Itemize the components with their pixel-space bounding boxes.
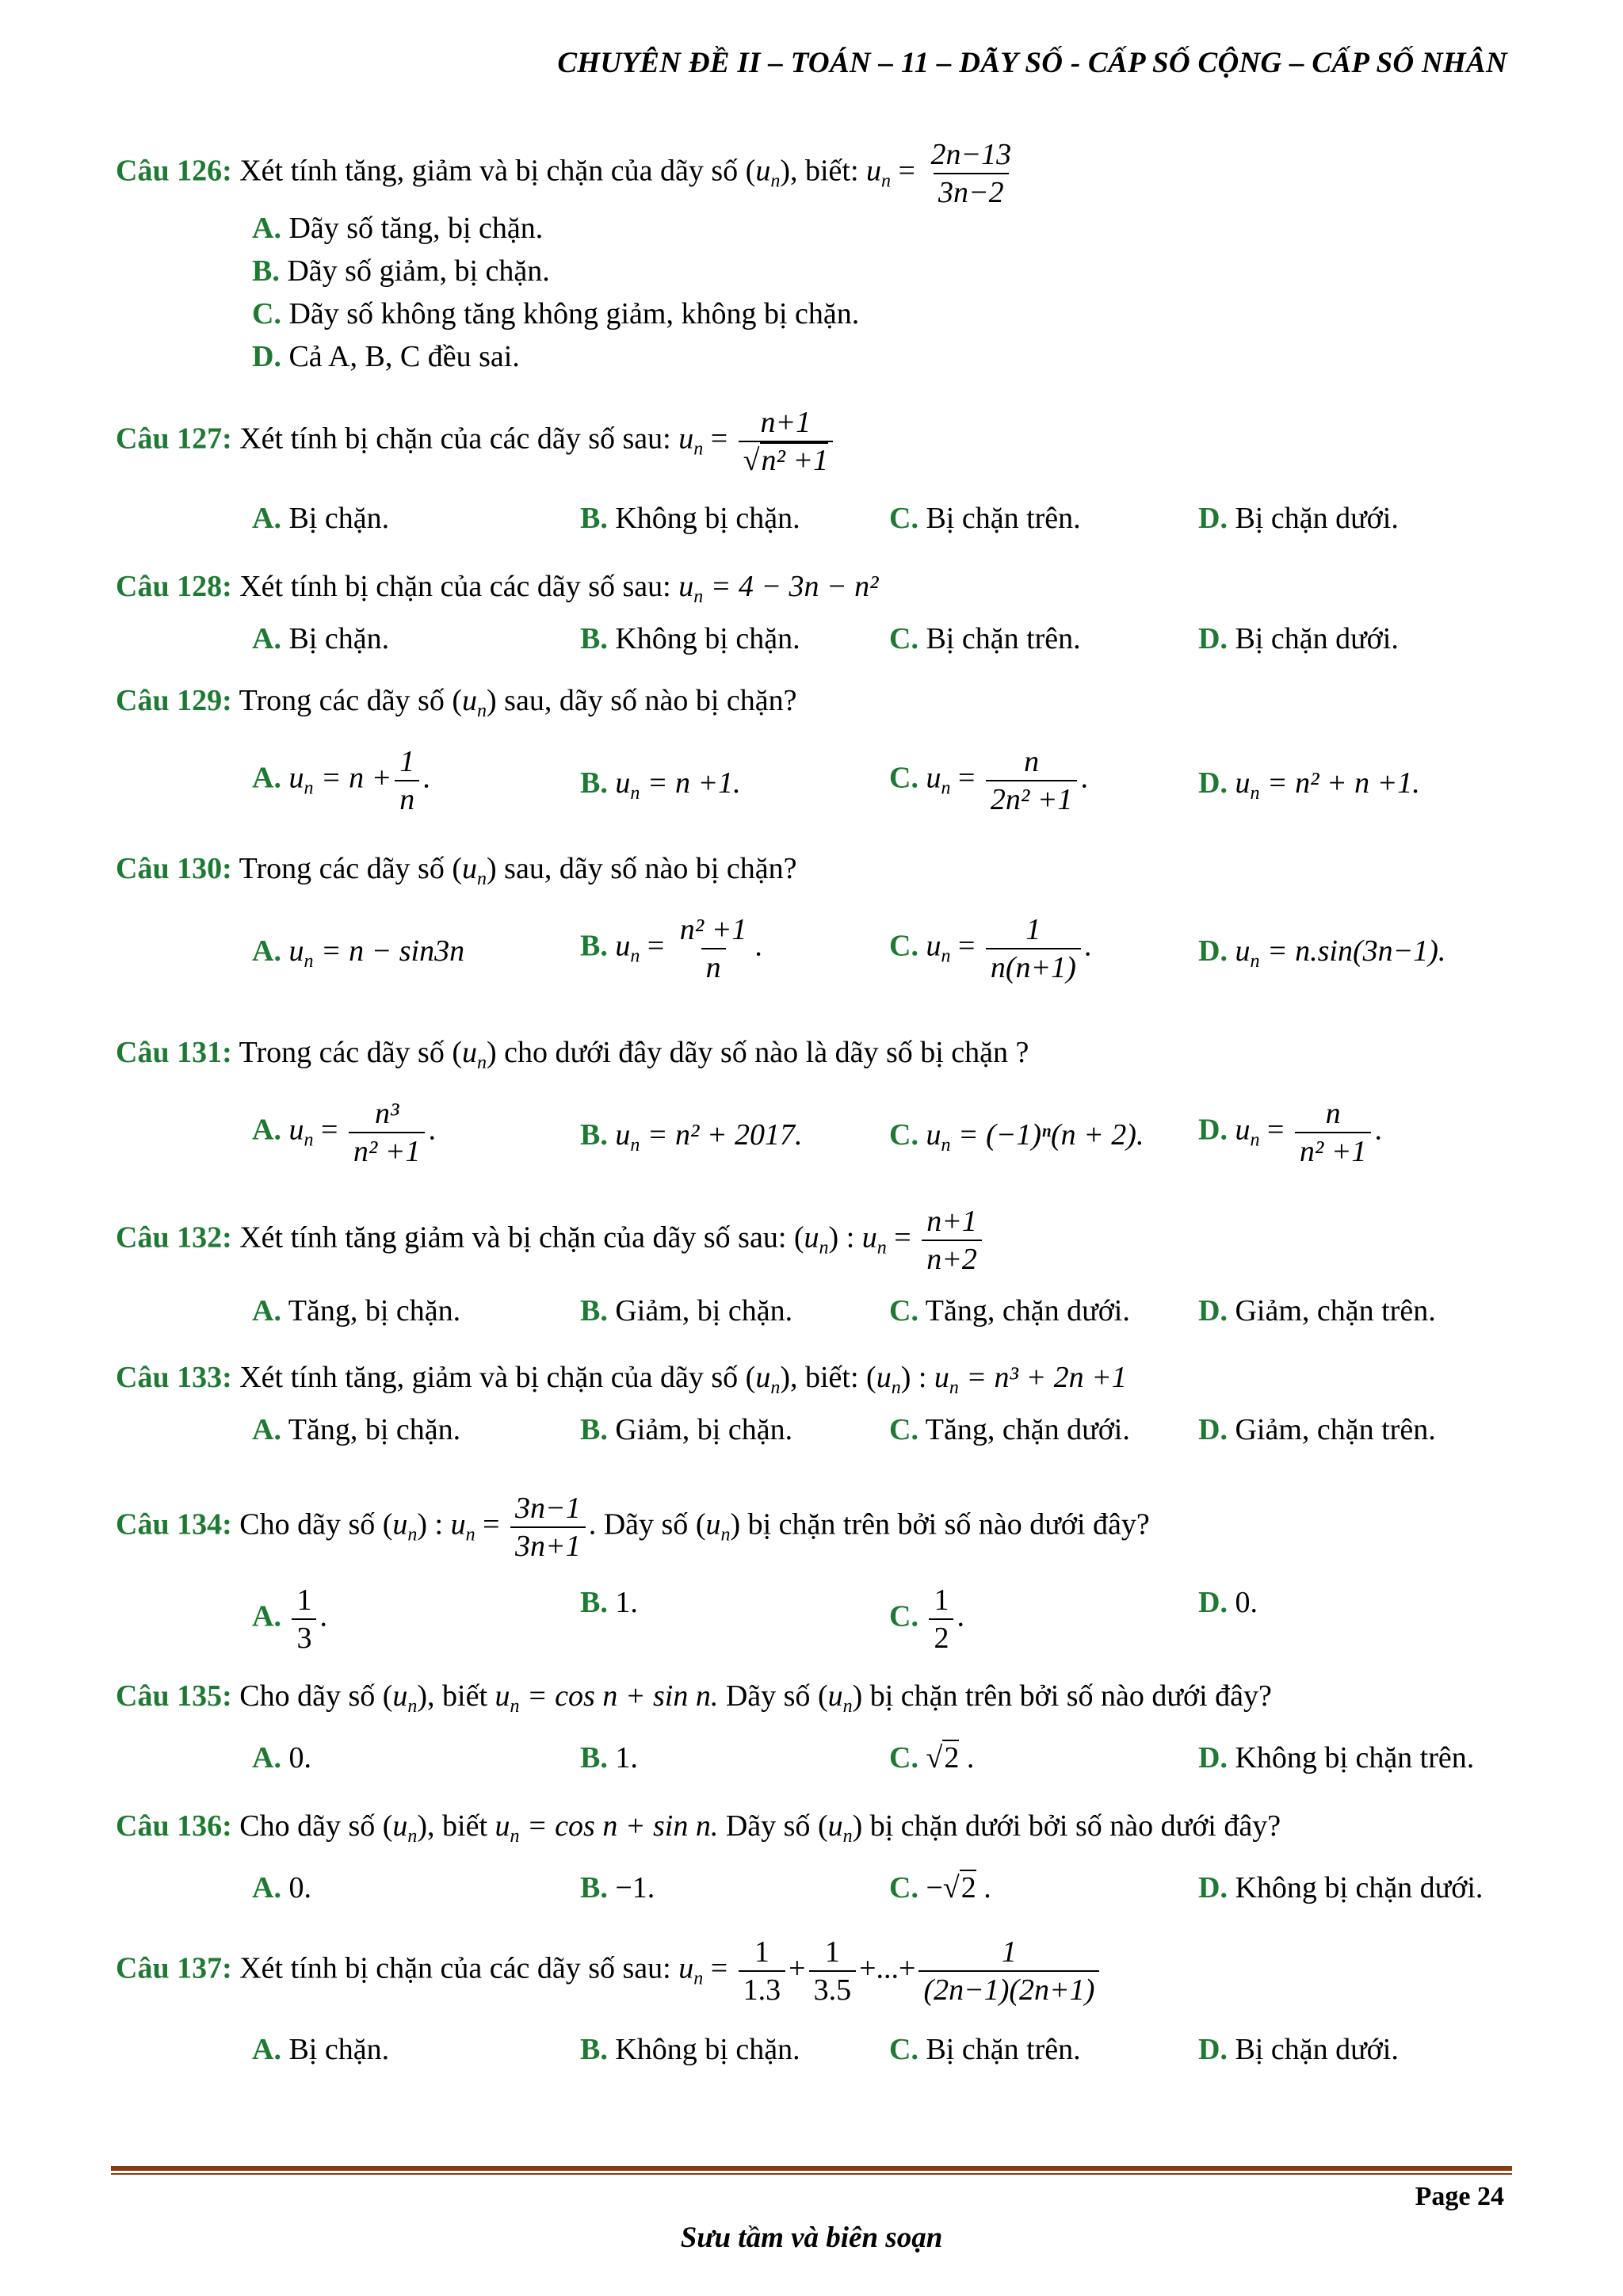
option-c: C. Bị chặn trên. — [889, 502, 1081, 535]
option-d: D. $u_n$ = $\frac{n}{\text{n² +1}}$ . — [1198, 1097, 1382, 1168]
option-a: A. 0. — [252, 1871, 311, 1904]
option-c: C. $u_n$ = $\frac{n}{\text{2n² +1}}$ . — [889, 745, 1088, 816]
footer-source: Sưu tầm và biên soạn — [680, 2222, 943, 2254]
question-130: Câu 130: Trong các dãy số $(u_n)$ sau, dãy số nào bị chặn? — [116, 852, 797, 889]
option-d: D. Bị chặn dưới. — [1198, 2033, 1399, 2066]
option-a: A. $u_n = n - \sin 3n$ — [252, 934, 465, 972]
option-b: B. $u_n$ = $\frac{\text{n² +1}}{n}$ . — [580, 913, 762, 984]
option-b: B. Giảm, bị chặn. — [580, 1413, 793, 1446]
option-c: C. Bị chặn trên. — [889, 2033, 1081, 2066]
question-text-mid: , biết: — [789, 154, 859, 188]
formula-fraction: $\frac{2n-13}{3n-2}$ — [930, 138, 1012, 209]
option-a: A. Bị chặn. — [252, 2033, 390, 2066]
question-126: Câu 126: Xét tính tăng, giảm và bị chặn của dãy số $(u_n)$, biết: $u_n$ = $\frac{2n-13}{3n-2}$ — [116, 136, 1019, 211]
option-b: B. Không bị chặn. — [580, 622, 800, 655]
option-b: B. $u_n = n +1$. — [580, 766, 741, 804]
option-a: A. $u_n$ = $\frac{\text{n³}}{\text{n² +1}}$ . — [252, 1097, 436, 1168]
question-132: Câu 132: Xét tính tăng giảm và bị chặn của dãy số sau: $(u_n)$ : $u_n$ = $\frac{n+1}{n+2}$ — [116, 1203, 985, 1278]
option-d: D. $u_n = n.\sin(3n-1)$. — [1198, 934, 1446, 972]
question-label: Câu 126: — [116, 154, 232, 188]
option-b: B. $u_n = n^2 + 2017$. — [580, 1118, 803, 1156]
option-b: B. Giảm, bị chặn. — [580, 1294, 793, 1328]
option-a: A. $u_n = n$ + $\frac{1}{n}$ . — [252, 745, 430, 816]
footer-divider — [111, 2166, 1512, 2175]
option-a: A. Dãy số tăng, bị chặn. — [252, 212, 544, 245]
option-a: A. Bị chặn. — [252, 502, 390, 535]
option-d: D. Bị chặn dưới. — [1198, 502, 1399, 535]
option-b: B. 1. — [580, 1586, 638, 1619]
option-a: A. Tăng, bị chặn. — [252, 1294, 461, 1328]
option-b: B. Không bị chặn. — [580, 502, 800, 535]
option-d: D. Không bị chặn trên. — [1198, 1741, 1475, 1775]
page-number: Page 24 — [1415, 2182, 1504, 2211]
option-b: B. −1. — [580, 1871, 655, 1904]
option-b: B. Không bị chặn. — [580, 2033, 800, 2066]
question-text: Xét tính bị chặn của các dãy số sau: — [239, 422, 671, 456]
option-d: D. Bị chặn dưới. — [1198, 622, 1399, 655]
option-c: C. $u_n$ = $\frac{1}{n(n+1)}$ . — [889, 913, 1092, 984]
option-c: C. Bị chặn trên. — [889, 622, 1081, 655]
option-b: B. 1. — [580, 1741, 638, 1775]
question-127: Câu 127: Xét tính bị chặn của các dãy số sau: $u_n$ = $\frac{n+1}{\text{√n² +1}}$ — [116, 404, 836, 479]
option-a: A. $\frac{1}{3}$ . — [252, 1584, 327, 1655]
option-d: D. Cả A, B, C đều sai. — [252, 340, 520, 373]
question-133: Câu 133: Xét tính tăng, giảm và bị chặn của dãy số $(u_n)$, biết: $(u_n)$ : $u_n = n^3 + 2n +1$ — [116, 1361, 1127, 1398]
option-c: C. Tăng, chặn dưới. — [889, 1294, 1130, 1328]
question-128: Câu 128: Xét tính bị chặn của các dãy số sau: $u_n = 4 - 3n - n^2$ — [116, 570, 879, 607]
question-131: Câu 131: Trong các dãy số $(u_n)$ cho dưới đây dãy số nào là dãy số bị chặn ? — [116, 1036, 1029, 1073]
option-a: A. Bị chặn. — [252, 622, 390, 655]
option-d: D. $u_n = n^2 + n +1$. — [1198, 766, 1420, 804]
option-d: D. Giảm, chặn trên. — [1198, 1294, 1436, 1328]
option-c: C. $u_n = (-1)^n(n + 2)$. — [889, 1118, 1144, 1156]
question-134: Câu 134: Cho dãy số $(u_n)$ : $u_n$ = $\frac{3n-1}{3n+1}$ . Dãy số $(u_n)$ bị chặn trên bởi số nào dưới đây? — [116, 1492, 1150, 1563]
option-c: C. $\frac{1}{2}$ . — [889, 1584, 964, 1655]
question-135: Câu 135: Cho dãy số $(u_n)$, biết $u_n = \cos n + \sin n$. Dãy số $(u_n)$ bị chặn trên bởi số nào dưới đây? — [116, 1679, 1272, 1717]
option-b: B. Dãy số giảm, bị chặn. — [252, 254, 550, 288]
option-a: A. Tăng, bị chặn. — [252, 1413, 461, 1446]
option-c: C. −√2 . — [889, 1871, 991, 1904]
option-a: A. 0. — [252, 1741, 311, 1775]
formula: = 4 − 3n − n² — [710, 570, 879, 603]
option-d: D. Không bị chặn dưới. — [1198, 1871, 1484, 1904]
question-136: Câu 136: Cho dãy số $(u_n)$, biết $u_n = \cos n + \sin n$. Dãy số $(u_n)$ bị chặn dưới bởi số nào dưới đây? — [116, 1809, 1281, 1847]
question-label: Câu 127: — [116, 422, 232, 456]
option-c: C. Tăng, chặn dưới. — [889, 1413, 1130, 1446]
formula-fraction: $\frac{n+1}{\text{√n² +1}}$ — [739, 404, 833, 479]
option-d: D. Giảm, chặn trên. — [1198, 1413, 1436, 1446]
question-text: Xét tính tăng, giảm và bị chặn của dãy số — [239, 154, 739, 188]
page-header: CHUYÊN ĐỀ II – TOÁN – 11 – DÃY SỐ - CẤP SỐ CỘNG – CẤP SỐ NHÂN — [557, 47, 1507, 79]
question-129: Câu 129: Trong các dãy số $(u_n)$ sau, dãy số nào bị chặn? — [116, 684, 797, 721]
option-c: C. √2 . — [889, 1741, 975, 1775]
option-d: D. 0. — [1198, 1586, 1258, 1619]
question-137: Câu 137: Xét tính bị chặn của các dãy số sau: $u_n$ = $\frac{1}{1.3}$ + $\frac{1}{3.5}$ +...+ $\frac{1}{(2n-1)(2n+1)}$ — [116, 1934, 1102, 2008]
option-c: C. Dãy số không tăng không giảm, không bị chặn. — [252, 297, 860, 330]
